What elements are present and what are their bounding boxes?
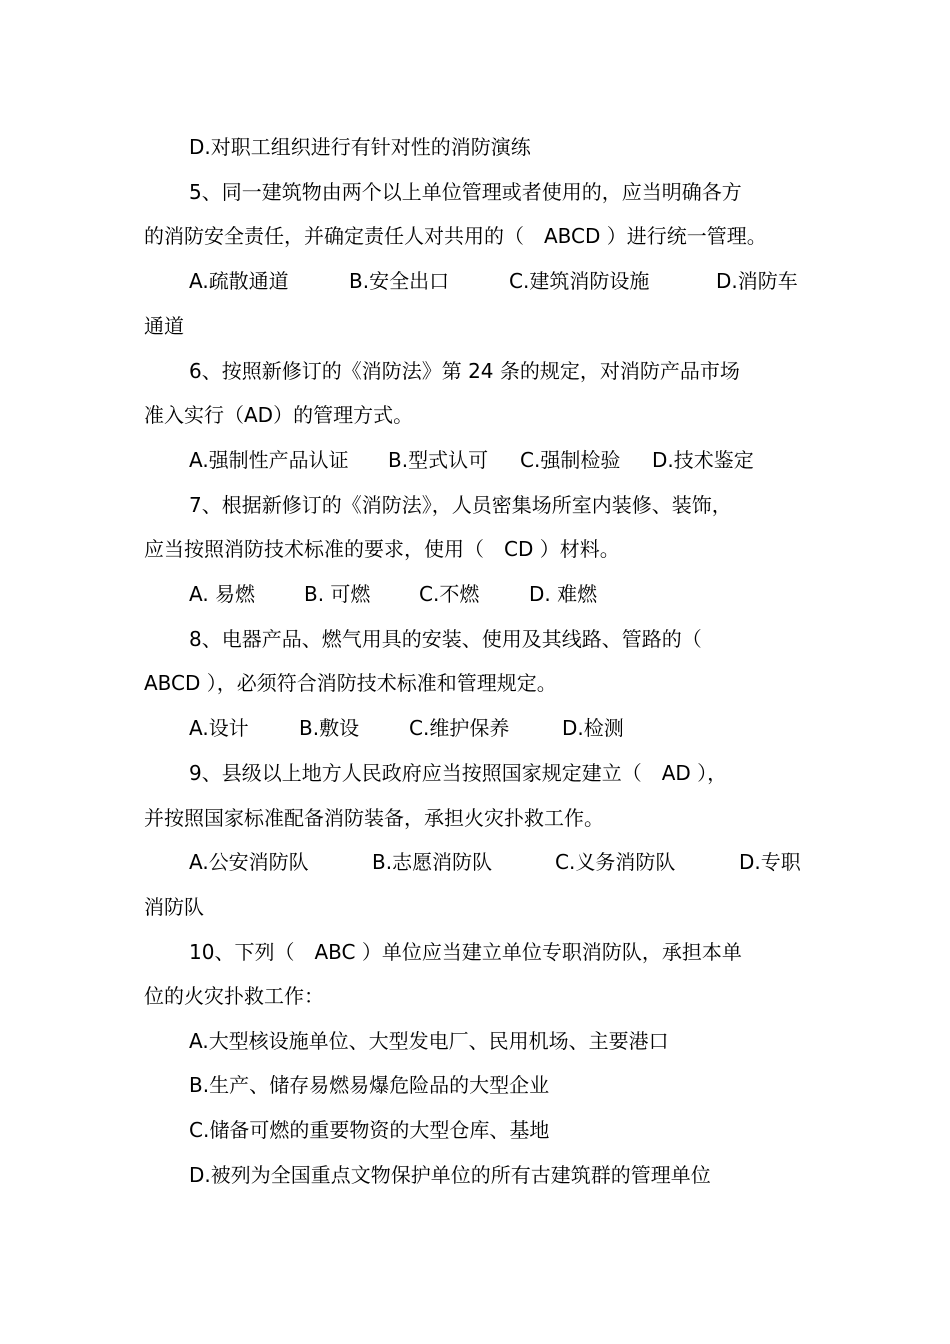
q9-option-b: B.志愿消防队: [372, 850, 493, 874]
q6-option-d: D.技术鉴定: [652, 448, 754, 472]
q7-option-d: D. 难燃: [529, 582, 598, 606]
q9-option-a: A.公安消防队: [189, 850, 309, 874]
question-10-line-2: 位的火灾扑救工作：: [144, 984, 324, 1008]
q7-option-b: B. 可燃: [304, 582, 371, 606]
q6-option-a: A.强制性产品认证: [189, 448, 349, 472]
q5-option-b: B.安全出口: [349, 269, 450, 293]
question-7-line-1: 7、根据新修订的《消防法》，人员密集场所室内装修、装饰，: [189, 493, 732, 517]
q8-option-b: B.敷设: [299, 716, 360, 740]
q6-option-b: B.型式认可: [388, 448, 489, 472]
q10-option-d: D.被列为全国重点文物保护单位的所有古建筑群的管理单位: [189, 1163, 711, 1187]
q5-option-c: C.建筑消防设施: [509, 269, 650, 293]
q8-option-a: A.设计: [189, 716, 249, 740]
q6-option-c: C.强制检验: [520, 448, 621, 472]
q9-option-c: C.义务消防队: [555, 850, 676, 874]
q5-option-d: D.消防车: [716, 269, 798, 293]
q9-option-d-cont: 消防队: [144, 895, 204, 919]
question-8-line-2: ABCD ），必须符合消防技术标准和管理规定。: [144, 671, 557, 695]
q10-option-c: C.储备可燃的重要物资的大型仓库、基地: [189, 1118, 550, 1142]
question-9-line-2: 并按照国家标准配备消防装备，承担火灾扑救工作。: [144, 806, 604, 830]
q8-option-d: D.检测: [562, 716, 624, 740]
question-5-line-2: 的消防安全责任，并确定责任人对共用的（ ABCD ）进行统一管理。: [144, 224, 767, 248]
option-d-q4: D.对职工组织进行有针对性的消防演练: [189, 135, 531, 159]
q7-option-a: A. 易燃: [189, 582, 256, 606]
q9-option-d: D.专职: [739, 850, 801, 874]
question-6-line-2: 准入实行（AD）的管理方式。: [144, 403, 414, 427]
q5-option-a: A.疏散通道: [189, 269, 289, 293]
question-7-line-2: 应当按照消防技术标准的要求，使用（ CD ）材料。: [144, 537, 620, 561]
q10-option-a: A.大型核设施单位、大型发电厂、民用机场、主要港口: [189, 1029, 669, 1053]
question-6-line-1: 6、按照新修订的《消防法》第 24 条的规定，对消防产品市场: [189, 359, 740, 383]
question-9-line-1: 9、县级以上地方人民政府应当按照国家规定建立（ AD ），: [189, 761, 728, 785]
q7-option-c: C.不燃: [419, 582, 480, 606]
q8-option-c: C.维护保养: [409, 716, 510, 740]
q10-option-b: B.生产、储存易燃易爆危险品的大型企业: [189, 1073, 550, 1097]
q5-option-d-cont: 通道: [144, 314, 184, 338]
question-8-line-1: 8、电器产品、燃气用具的安装、使用及其线路、管路的（: [189, 627, 702, 651]
question-10-line-1: 10、下列（ ABC ）单位应当建立单位专职消防队，承担本单: [189, 940, 742, 964]
question-5-line-1: 5、同一建筑物由两个以上单位管理或者使用的，应当明确各方: [189, 180, 742, 204]
